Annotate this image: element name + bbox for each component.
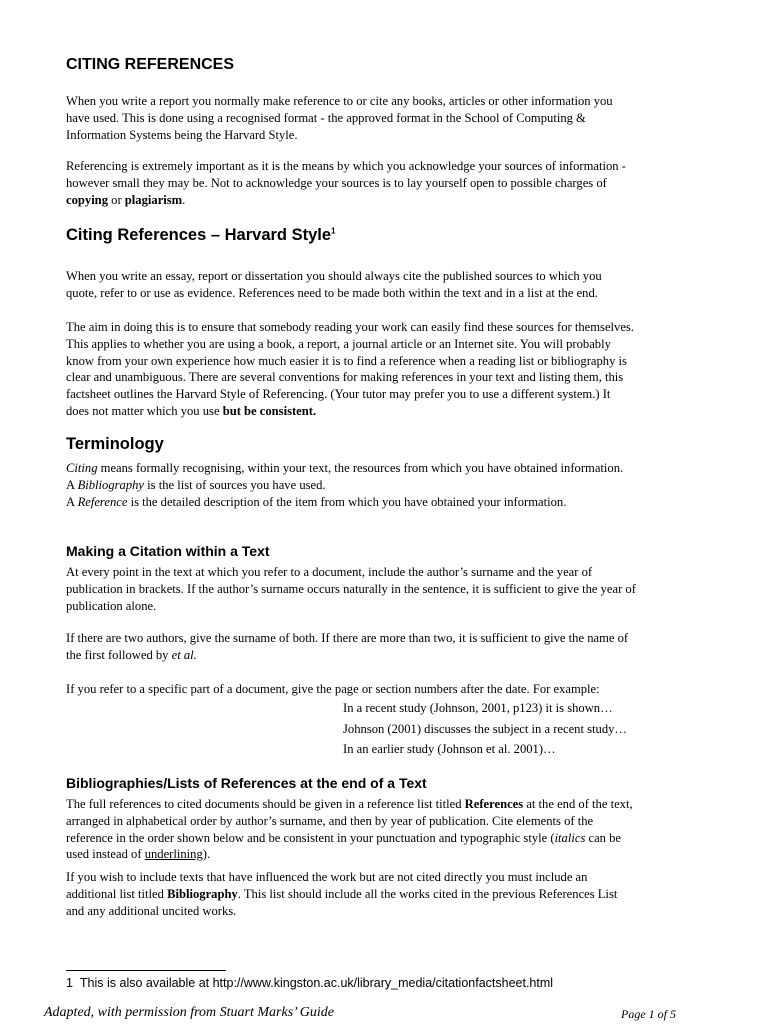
- citation-example: Johnson (2001) discusses the subject in a recent study…: [343, 722, 628, 736]
- bibliography-term: Bibliography: [77, 477, 145, 492]
- terminology-heading: Terminology: [66, 435, 164, 453]
- citation-paragraph: [66, 564, 694, 614]
- importance-paragraph: [66, 158, 694, 208]
- specific-part-paragraph: [66, 681, 694, 698]
- bib-def-text: is the list of sources you have used.: [144, 477, 326, 492]
- bibliography-text: additional list titled: [66, 886, 168, 901]
- aim-line: This applies to whether you are using a book, a report, a journal article or an Internet site. You will probably: [66, 336, 611, 351]
- two-authors-paragraph: [66, 630, 694, 664]
- ref-prefix: A: [66, 494, 78, 509]
- citing-term: Citing: [66, 461, 98, 475]
- bibliography-line: [66, 886, 694, 903]
- intro-line: When you write a report you normally make reference to or cite any books, articles or other information you: [66, 94, 613, 108]
- footnote-marker: 1: [331, 226, 336, 236]
- bibliography-bold-term: Bibliography: [167, 886, 238, 901]
- footer-attribution: Adapted, with permission from Stuart Marks’ Guide: [44, 1005, 334, 1020]
- page-number: Page 1 of 5: [621, 1007, 676, 1021]
- citing-def-text: means formally recognising, within your text, the resources from which you have obtained information.: [97, 461, 624, 475]
- two-authors-text: the first followed by: [66, 647, 172, 662]
- essay-line: quote, refer to or use as evidence. References need to be made both within the text and in a list at the end.: [66, 285, 598, 300]
- aim-line: [66, 403, 694, 420]
- references-text: The full references to cited documents should be given in a reference list titled: [66, 797, 465, 811]
- references-text: can be: [585, 830, 622, 845]
- harvard-style-heading-text: Citing References – Harvard Style: [66, 226, 332, 244]
- bibliography-text: . This list should include all the works cited in the previous References List: [237, 886, 618, 901]
- intro-paragraph: [66, 93, 694, 143]
- underlining-term: underlining: [144, 847, 203, 862]
- citation-example: In a recent study (Johnson, 2001, p123) it is shown…: [343, 701, 613, 715]
- importance-line: however small they may be. Not to acknowledge your sources is to lay yourself open to possible charges of: [66, 175, 607, 190]
- harvard-style-heading: [66, 226, 335, 245]
- citation-heading: Making a Citation within a Text: [66, 543, 270, 559]
- aim-paragraph: [66, 319, 694, 420]
- citation-example: In an earlier study (Johnson et al. 2001)…: [343, 742, 556, 756]
- references-line: [66, 846, 694, 863]
- references-paragraph: [66, 796, 694, 863]
- bibliography-line: If you wish to include texts that have influenced the work but are not cited directly you must include an: [66, 870, 588, 884]
- references-line: [66, 796, 694, 813]
- aim-last-text: does not matter which you use: [66, 403, 223, 418]
- references-line: [66, 830, 694, 847]
- et-al-text: et al.: [171, 647, 197, 662]
- essay-line: When you write an essay, report or dissertation you should always cite the published sources to which you: [66, 269, 602, 283]
- be-consistent-text: but be consistent.: [222, 403, 317, 418]
- terminology-definitions: [66, 460, 694, 510]
- plagiarism-term: plagiarism: [124, 192, 183, 207]
- citation-line: publication in brackets. If the author’s surname occurs naturally in the sentence, it is sufficient to give the year of: [66, 581, 636, 596]
- essay-paragraph: [66, 268, 694, 302]
- footnote-number: 1: [66, 976, 73, 990]
- aim-line: know from your own experience how much easier it is to find a reference when a reading list or bibliography is: [66, 353, 627, 368]
- intro-line: have used. This is done using a recognised format - the approved format in the School of Computing &: [66, 110, 586, 125]
- references-text: ).: [202, 847, 211, 862]
- bibliography-definition: [66, 477, 694, 494]
- references-term: References: [464, 797, 524, 811]
- references-line: arranged in alphabetical order by author’s surname, and then by year of publication. Cite elements of the: [66, 813, 594, 828]
- ref-def-text: is the detailed description of the item from which you have obtained your information.: [127, 494, 567, 509]
- or-text: or: [108, 192, 125, 207]
- two-authors-line: If there are two authors, give the surname of both. If there are more than two, it is sufficient to give the name of: [66, 631, 629, 645]
- references-text: used instead of: [66, 847, 145, 862]
- italics-term: italics: [554, 830, 586, 845]
- page-title: CITING REFERENCES: [66, 56, 235, 73]
- importance-line: [66, 192, 694, 209]
- footnote-divider: [66, 970, 226, 971]
- aim-line: factsheet outlines the Harvard Style of Referencing. (Your tutor may prefer you to use a different system.) It: [66, 387, 611, 402]
- footnote: [66, 976, 553, 990]
- period-text: .: [182, 192, 186, 207]
- citation-line: publication alone.: [66, 598, 157, 613]
- two-authors-line: [66, 647, 694, 664]
- citing-definition: [66, 460, 694, 477]
- bibliography-line: and any additional uncited works.: [66, 903, 237, 918]
- reference-term: Reference: [77, 494, 128, 509]
- aim-line: clear and unambiguous. There are several conventions for making references in your text and listing them, this: [66, 370, 624, 385]
- aim-line: The aim in doing this is to ensure that somebody reading your work can easily find these sources for themselves.: [66, 320, 634, 334]
- references-text: reference in the order shown below and be consistent in your punctuation and typographic style (: [66, 830, 555, 845]
- intro-line: Information Systems being the Harvard Style.: [66, 127, 298, 142]
- specific-part-line: If you refer to a specific part of a document, give the page or section numbers after the date. For example:: [66, 682, 600, 696]
- importance-line: Referencing is extremely important as it is the means by which you acknowledge your sources of information -: [66, 159, 626, 173]
- references-text: at the end of the text,: [523, 797, 633, 811]
- bibliography-paragraph: [66, 869, 694, 919]
- bib-prefix: A: [66, 477, 78, 492]
- reference-definition: [66, 494, 694, 511]
- bibliography-heading: Bibliographies/Lists of References at the end of a Text: [66, 775, 427, 791]
- footnote-text: This is also available at http://www.kingston.ac.uk/library_media/citationfactsheet.html: [79, 976, 554, 990]
- citation-line: At every point in the text at which you refer to a document, include the author’s surname and the year of: [66, 565, 593, 579]
- copying-term: copying: [66, 192, 108, 207]
